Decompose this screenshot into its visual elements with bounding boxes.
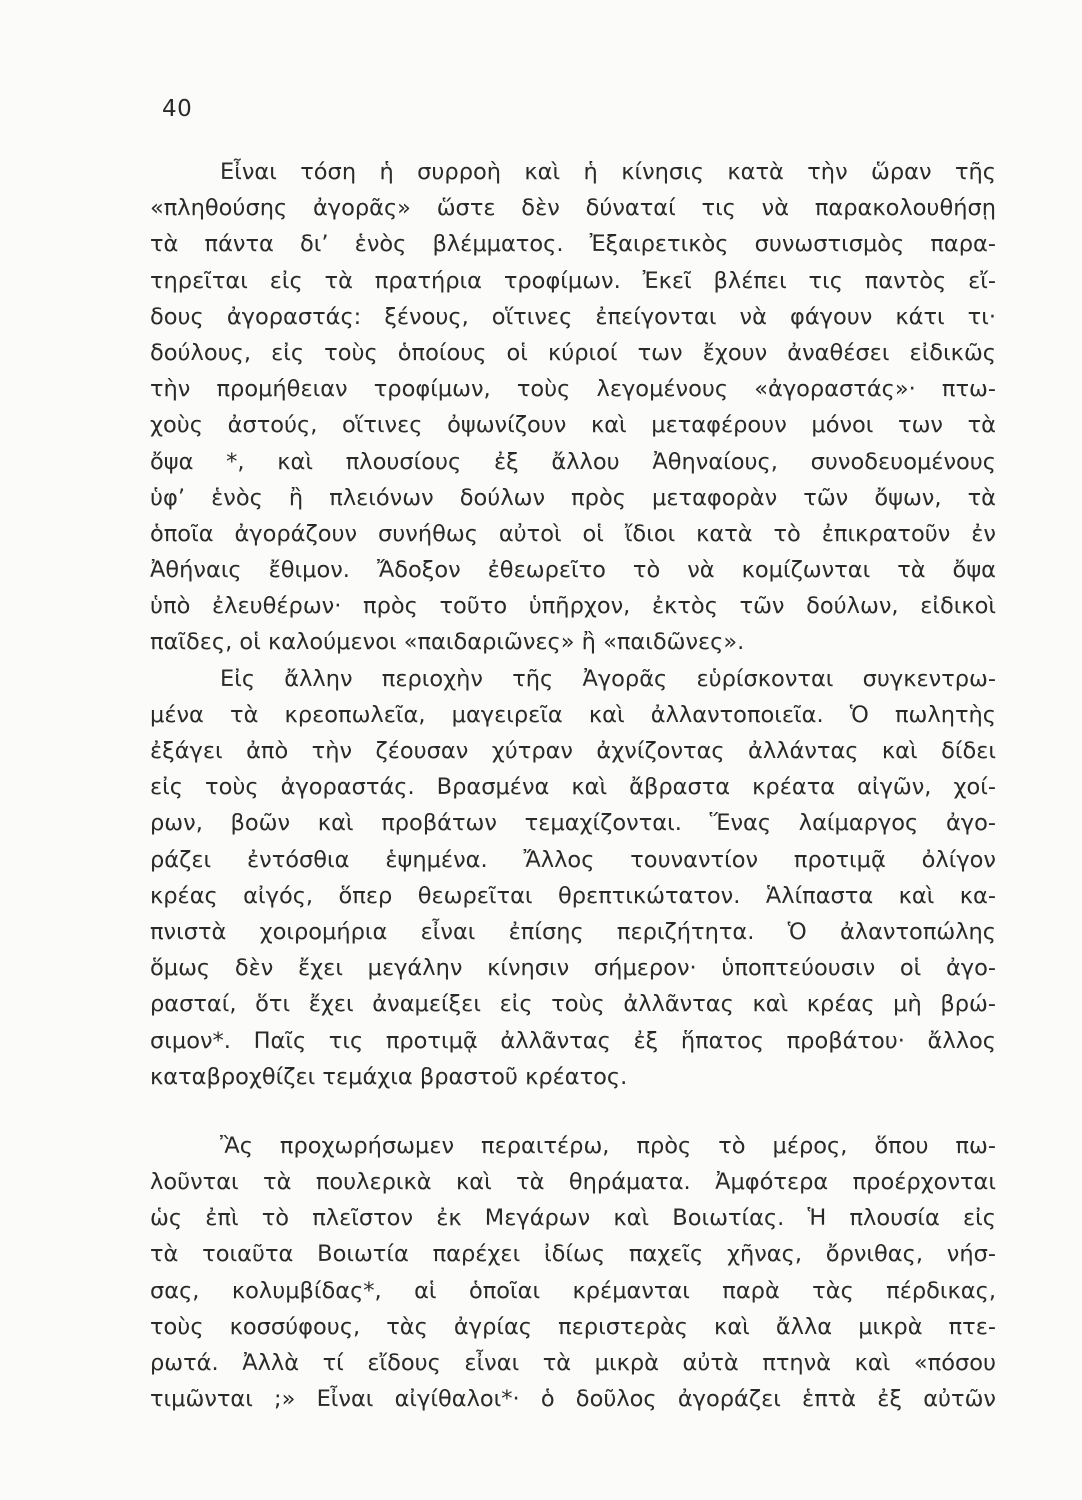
text-line: ρωτά. Ἀλλὰ τί εἴδους εἶναι τὰ μικρὰ αὐτὰ πτηνὰ καὶ «πόσου: [150, 1350, 996, 1376]
text-line: Εἰς ἄλλην περιοχὴν τῆς Ἀγορᾶς εὑρίσκονται συγκεντρω-: [220, 665, 996, 692]
text-line: ὁποῖα ἀγοράζουν συνήθως αὐτοὶ οἱ ἴδιοι κατὰ τὸ ἐπικρατοῦν ἐν: [150, 520, 996, 547]
text-line: τιμῶνται ;» Εἶναι αἰγίθαλοι*· ὁ δοῦλος ἀγοράζει ἑπτὰ ἐξ αὐτῶν: [150, 1386, 996, 1413]
text-line: χοὺς ἀστούς, οἵτινες ὀψωνίζουν καὶ μεταφέρουν μόνοι των τὰ: [150, 412, 996, 439]
text-line: παῖδες, οἱ καλούμενοι «παιδαριῶνες» ἢ «παιδῶνες».: [150, 629, 745, 656]
text-line: σιμον*. Παῖς τις προτιμᾷ ἀλλᾶντας ἐξ ἥπατος προβάτου· ἄλλος: [150, 1027, 996, 1054]
text-line: ὄψα *, καὶ πλουσίους ἐξ ἄλλου Ἀθηναίους, συνοδευομένους: [150, 448, 996, 475]
text-line: Ἂς προχωρήσωμεν περαιτέρω, πρὸς τὸ μέρος, ὅπου πω-: [220, 1132, 996, 1159]
text-line: δους ἀγοραστάς: ξένους, οἵτινες ἐπείγονται νὰ φάγουν κάτι τι·: [150, 303, 996, 330]
text-line: καταβροχθίζει τεμάχια βραστοῦ κρέατος.: [150, 1063, 628, 1090]
text-line: δούλους, εἰς τοὺς ὁποίους οἱ κύριοί των ἔχουν ἀναθέσει εἰδικῶς: [150, 339, 996, 366]
text-line: ὑπὸ ἐλευθέρων· πρὸς τοῦτο ὑπῆρχον, ἐκτὸς τῶν δούλων, εἰδικοὶ: [150, 593, 996, 620]
text-line: εἰς τοὺς ἀγοραστάς. Βρασμένα καὶ ἄβραστα κρέατα αἰγῶν, χοί-: [150, 774, 996, 801]
text-line: ρων, βοῶν καὶ προβάτων τεμαχίζονται. Ἕνας λαίμαργος ἀγο-: [150, 810, 996, 837]
text-line: τὰ τοιαῦτα Βοιωτία παρέχει ἰδίως παχεῖς χῆνας, ὄρνιθας, νήσ-: [150, 1241, 996, 1268]
paragraph-3: [150, 1128, 996, 1418]
text-line: ὅμως δὲν ἔχει μεγάλην κίνησιν σήμερον· ὑποπτεύουσιν οἱ ἀγο-: [150, 955, 996, 982]
text-line: ἐξάγει ἀπὸ τὴν ζέουσαν χύτραν ἀχνίζοντας ἀλλάντας καὶ δίδει: [150, 738, 996, 764]
paragraph-2: [150, 661, 996, 1095]
text-line: τὴν προμήθειαν τροφίμων, τοὺς λεγομένους «ἀγοραστάς»· πτω-: [150, 376, 996, 403]
text-line: κρέας αἰγός, ὅπερ θεωρεῖται θρεπτικώτατον. Ἁλίπαστα καὶ κα-: [150, 882, 996, 909]
text-line: πνιστὰ χοιρομήρια εἶναι ἐπίσης περιζήτητα. Ὁ ἀλαντοπώλης: [150, 918, 996, 945]
text-line: ὑφ’ ἑνὸς ἢ πλειόνων δούλων πρὸς μεταφορὰν τῶν ὄψων, τὰ: [150, 484, 996, 511]
text-line: τοὺς κοσσύφους, τὰς ἀγρίας περιστερὰς καὶ ἄλλα μικρὰ πτε-: [150, 1313, 996, 1340]
text-line: «πληθούσης ἀγορᾶς» ὥστε δὲν δύναταί τις νὰ παρακολουθήσῃ: [150, 195, 996, 222]
text-line: Ἀθήναις ἔθιμον. Ἄδοξον ἐθεωρεῖτο τὸ νὰ κομίζωνται τὰ ὄψα: [150, 557, 996, 584]
text-line: λοῦνται τὰ πουλερικὰ καὶ τὰ θηράματα. Ἀμφότερα προέρχονται: [150, 1169, 996, 1196]
text-line: ὡς ἐπὶ τὸ πλεῖστον ἐκ Μεγάρων καὶ Βοιωτίας. Ἡ πλουσία εἰς: [150, 1205, 996, 1232]
text-line: τὰ πάντα δι’ ἑνὸς βλέμματος. Ἐξαιρετικὸς συνωστισμὸς παρα-: [150, 231, 996, 258]
text-line: ράζει ἐντόσθια ἑψημένα. Ἄλλος τουναντίον προτιμᾷ ὀλίγον: [150, 846, 996, 873]
text-line: τηρεῖται εἰς τὰ πρατήρια τροφίμων. Ἐκεῖ βλέπει τις παντὸς εἴ-: [150, 267, 996, 294]
page-number: 40: [162, 96, 193, 122]
text-line: Εἶναι τόση ἡ συρροὴ καὶ ἡ κίνησις κατὰ τὴν ὥραν τῆς: [220, 159, 996, 185]
paragraph-1: [150, 154, 996, 661]
text-line: μένα τὰ κρεοπωλεῖα, μαγειρεῖα καὶ ἀλλαντοποιεῖα. Ὁ πωλητὴς: [150, 701, 996, 728]
text-line: σας, κολυμβίδας*, αἱ ὁποῖαι κρέμανται παρὰ τὰς πέρδικας,: [150, 1277, 996, 1304]
body-text: [150, 154, 996, 1417]
text-line: ρασταί, ὅτι ἔχει ἀναμείξει εἰς τοὺς ἀλλᾶντας καὶ κρέας μὴ βρώ-: [150, 991, 996, 1018]
paragraph-gap: [150, 1095, 996, 1128]
